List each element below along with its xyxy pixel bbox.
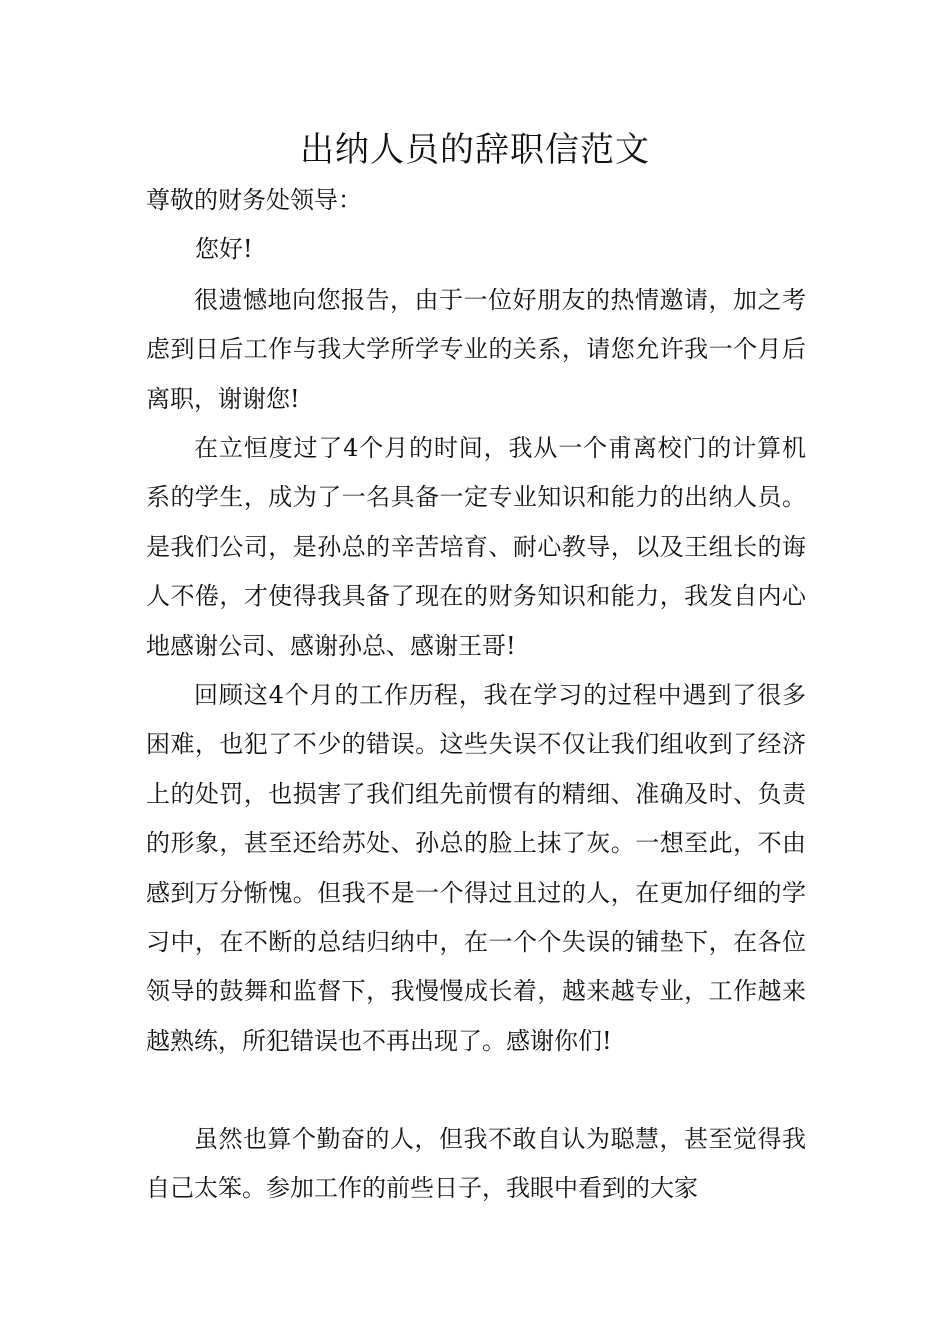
- paragraph-2: 在立恒度过了4个月的时间，我从一个甫离校门的计算机系的学生，成为了一名具备一定专业知识和能力的出纳人员。是我们公司，是孙总的辛苦培育、耐心教导，以及王组长的诲人不倦，才使得我具备了现在的财务知识和能力，我发自内心地感谢公司、感谢孙总、感谢王哥!: [146, 434, 806, 660]
- paragraph-1: 很遗憾地向您报告，由于一位好朋友的热情邀请，加之考虑到日后工作与我大学所学专业的关系，请您允许我一个月后离职，谢谢您!: [146, 286, 806, 413]
- greeting: 您好!: [195, 235, 253, 263]
- paragraph-3: 回顾这4个月的工作历程，我在学习的过程中遇到了很多困难，也犯了不少的错误。这些失误不仅让我们组收到了经济上的处罚，也损害了我们组先前惯有的精细、准确及时、负责的形象，甚至还给苏处、孙总的脸上抹了灰。一想至此，不由感到万分惭愧。但我不是一个得过且过的人，在更加仔细的学习中，在不断的总结归纳中，在一个个失误的铺垫下，在各位领导的鼓舞和监督下，我慢慢成长着，越来越专业，工作越来越熟练，所犯错误也不再出现了。感谢你们!: [146, 681, 806, 1055]
- salutation: 尊敬的财务处领导：: [146, 186, 362, 214]
- document-title: 出纳人员的辞职信范文: [300, 130, 650, 170]
- paragraph-4: 虽然也算个勤奋的人，但我不敢自认为聪慧，甚至觉得我自己太笨。参加工作的前些日子，我眼中看到的大家: [146, 1125, 806, 1203]
